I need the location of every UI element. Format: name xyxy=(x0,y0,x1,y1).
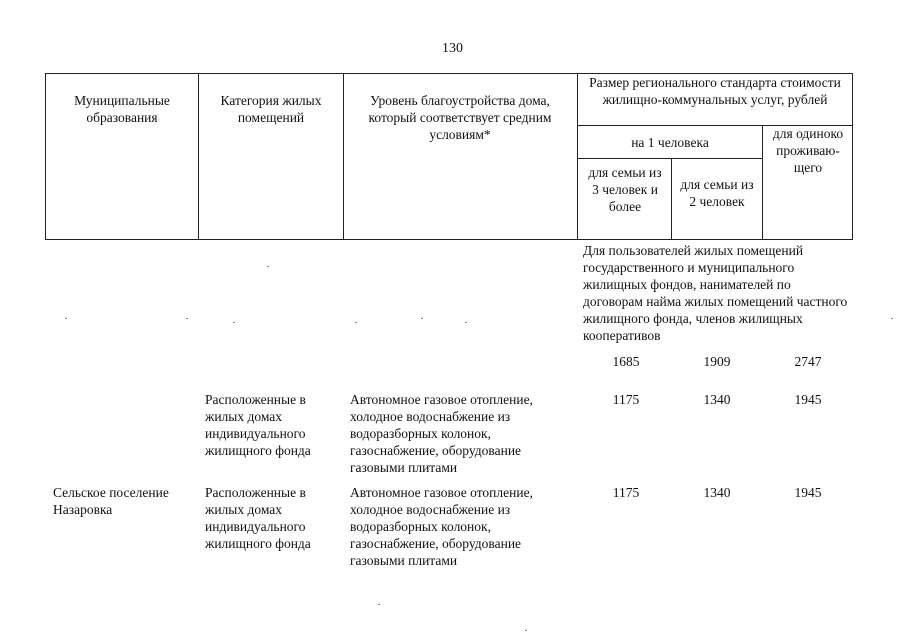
scan-speck xyxy=(186,318,188,319)
row-housing-category: Расположенные в жилых домах индивидуального жилищного фонда xyxy=(205,485,311,551)
scan-speck xyxy=(267,266,269,267)
scan-speck xyxy=(65,318,67,319)
value-family-2: 1340 xyxy=(703,485,731,500)
table-right-border xyxy=(852,73,853,240)
per-person-bottom-border xyxy=(577,158,762,159)
value-family-2: 1909 xyxy=(703,354,731,369)
family3-family2-divider xyxy=(671,158,672,240)
scan-speck xyxy=(465,322,467,323)
col3-col4-divider xyxy=(577,73,578,240)
row-improvement-level: Автономное газовое отопление, холодное водоснабжение из водоразборных колонок, газоснабжение, оборудование газовыми плитами xyxy=(350,392,533,475)
header-improvement-level: Уровень благоустройства дома, который соответствует средним условиям* xyxy=(368,93,552,142)
header-size-group: Размер регионального стандарта стоимости жилищно-коммунальных услуг, рублей xyxy=(589,75,841,107)
value-single: 1945 xyxy=(794,392,822,407)
row-improvement-level: Автономное газовое отопление, холодное водоснабжение из водоразборных колонок, газоснабжение, оборудование газовыми плитами xyxy=(350,485,533,568)
scan-speck xyxy=(378,604,380,605)
page-number: 130 xyxy=(442,41,463,56)
per-person-single-divider xyxy=(762,125,763,240)
header-per-person: на 1 человека xyxy=(631,135,709,150)
header-municipalities: Муниципальные образования xyxy=(74,93,170,125)
table-left-border xyxy=(45,73,46,240)
scan-speck xyxy=(421,318,423,319)
section-title: Для пользователей жилых помещений государственного и муниципального жилищных фондов, нанимателей по договорам найма жилых помещений частного жилищного фонда, членов жилищных кооперативов xyxy=(583,243,848,343)
header-family-2: для семьи из 2 человек xyxy=(680,177,754,209)
scan-speck xyxy=(891,318,893,319)
header-single: для одиноко проживаю-щего xyxy=(772,126,844,175)
value-single: 1945 xyxy=(794,485,822,500)
col1-col2-divider xyxy=(198,73,199,240)
col2-col3-divider xyxy=(343,73,344,240)
header-housing-category: Категория жилых помещений xyxy=(220,93,322,125)
value-family-2: 1340 xyxy=(703,392,731,407)
header-family-3: для семьи из 3 человек и более xyxy=(588,165,662,214)
row-municipality: Сельское поселение Назаровка xyxy=(53,485,169,517)
value-single: 2747 xyxy=(794,354,822,369)
value-family-3: 1685 xyxy=(612,354,640,369)
value-family-3: 1175 xyxy=(612,392,640,407)
scan-speck xyxy=(355,322,357,323)
table-header-bottom-border xyxy=(45,239,853,240)
row-housing-category: Расположенные в жилых домах индивидуального жилищного фонда xyxy=(205,392,311,458)
scan-speck xyxy=(233,322,235,323)
scan-speck xyxy=(525,630,527,631)
value-family-3: 1175 xyxy=(612,485,640,500)
